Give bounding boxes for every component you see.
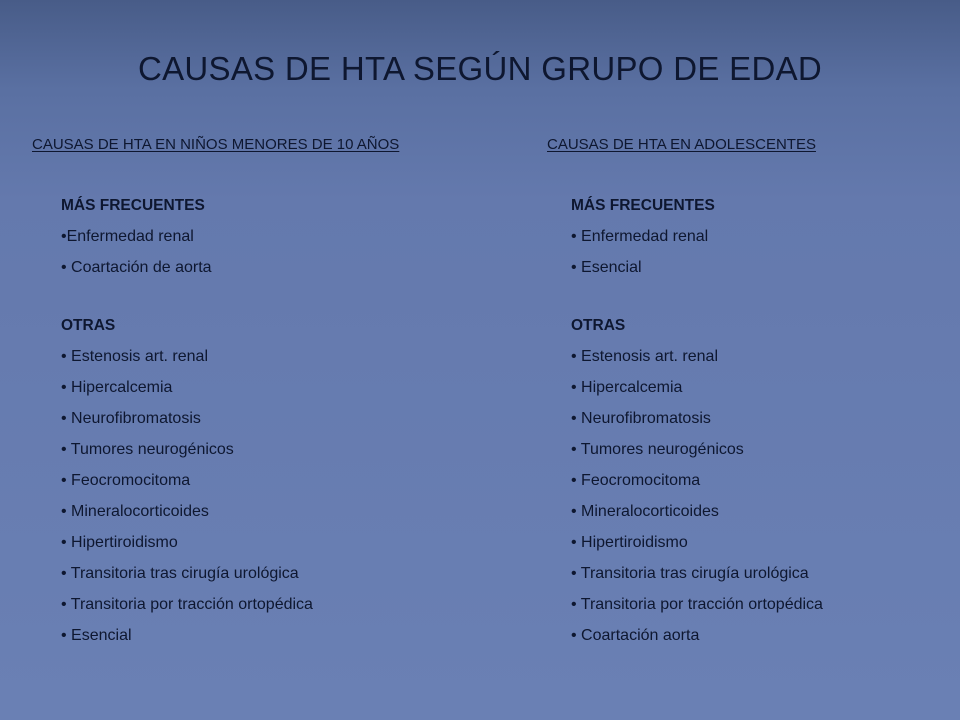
- list-item: • Tumores neurogénicos: [571, 441, 744, 458]
- left-column-heading: CAUSAS DE HTA EN NIÑOS MENORES DE 10 AÑOS: [32, 136, 400, 153]
- left-other-label: OTRAS: [61, 317, 116, 334]
- list-item: • Tumores neurogénicos: [61, 441, 234, 458]
- list-item: • Hipertiroidismo: [61, 534, 178, 551]
- list-item: • Esencial: [571, 259, 642, 276]
- list-item: • Coartación aorta: [571, 627, 700, 644]
- list-item: • Coartación de aorta: [61, 259, 212, 276]
- list-item: • Mineralocorticoides: [61, 503, 209, 520]
- list-item: • Transitoria por tracción ortopédica: [61, 596, 313, 613]
- list-item: • Feocromocitoma: [571, 472, 701, 489]
- list-item: • Estenosis art. renal: [61, 348, 208, 365]
- list-item: • Enfermedad renal: [571, 228, 709, 245]
- list-item: • Transitoria tras cirugía urológica: [61, 565, 299, 582]
- list-item: • Mineralocorticoides: [571, 503, 719, 520]
- list-item: • Hipercalcemia: [571, 379, 683, 396]
- list-item: • Transitoria por tracción ortopédica: [571, 596, 823, 613]
- slide-title: CAUSAS DE HTA SEGÚN GRUPO DE EDAD: [137, 50, 823, 87]
- list-item: • Transitoria tras cirugía urológica: [571, 565, 809, 582]
- list-item: •Enfermedad renal: [61, 228, 194, 245]
- list-item: • Hipercalcemia: [61, 379, 173, 396]
- left-column: [61, 195, 313, 656]
- list-item: • Neurofibromatosis: [571, 410, 711, 427]
- list-item: • Feocromocitoma: [61, 472, 191, 489]
- right-other-label: OTRAS: [571, 317, 626, 334]
- right-column: [571, 195, 823, 656]
- list-item: • Hipertiroidismo: [571, 534, 688, 551]
- left-frequent-label: MÁS FRECUENTES: [61, 197, 205, 214]
- right-frequent-label: MÁS FRECUENTES: [571, 197, 715, 214]
- list-item: • Neurofibromatosis: [61, 410, 201, 427]
- list-item: • Estenosis art. renal: [571, 348, 718, 365]
- right-column-heading: CAUSAS DE HTA EN ADOLESCENTES: [547, 136, 816, 153]
- list-item: • Esencial: [61, 627, 132, 644]
